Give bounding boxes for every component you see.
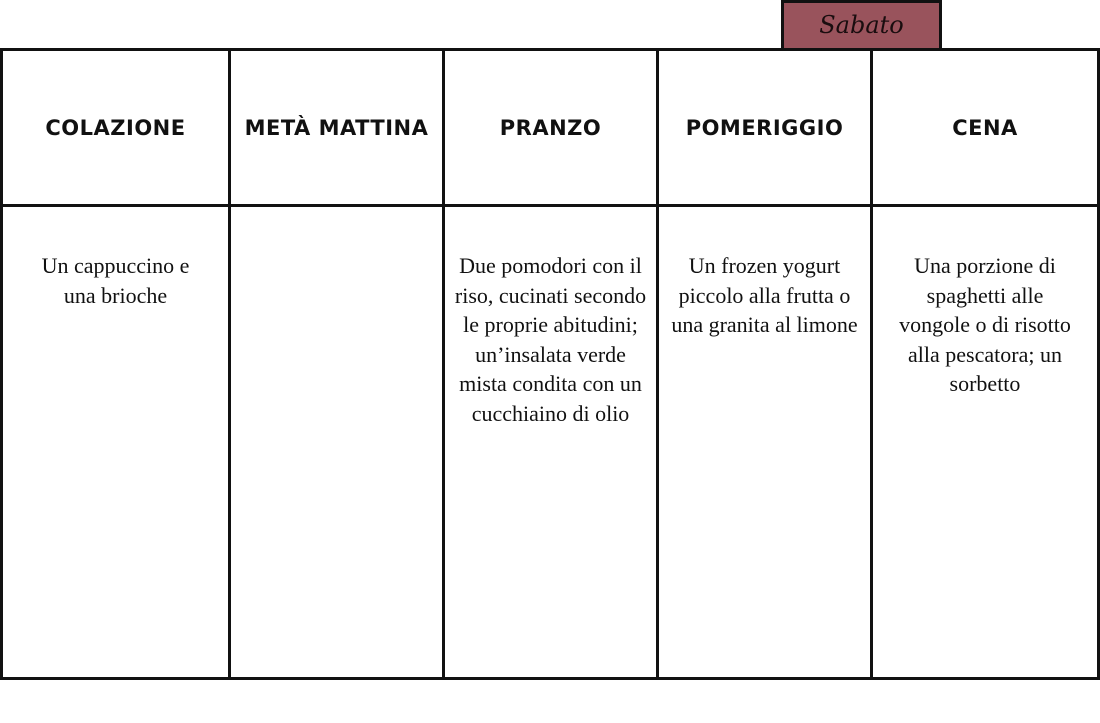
header-colazione: COLAZIONE [45,115,186,140]
day-tab-label: Sabato [819,11,904,39]
header-pranzo: PRANZO [499,115,602,140]
cell-cena: Una porzione di spaghetti alle vongole o di risotto alla pescatora; un sorbetto [899,253,1071,396]
cell-pranzo: Due pomodori con il riso, cucinati secondo le proprie abitudini; un’insalata verde mista condita con un cucchiaino di olio [454,253,647,426]
header-cena: CENA [952,115,1018,140]
header-meta-mattina: METÀ MATTINA [244,115,429,140]
header-pomeriggio: POMERIGGIO [685,115,844,140]
day-tab-saturday[interactable] [781,0,942,49]
meal-plan-table [0,48,1100,680]
cell-pomeriggio: Un frozen yogurt piccolo alla frutta o una granita al limone [671,253,858,337]
cell-colazione: Un cappuccino e una brioche [41,253,190,308]
header-divider [3,204,1097,207]
